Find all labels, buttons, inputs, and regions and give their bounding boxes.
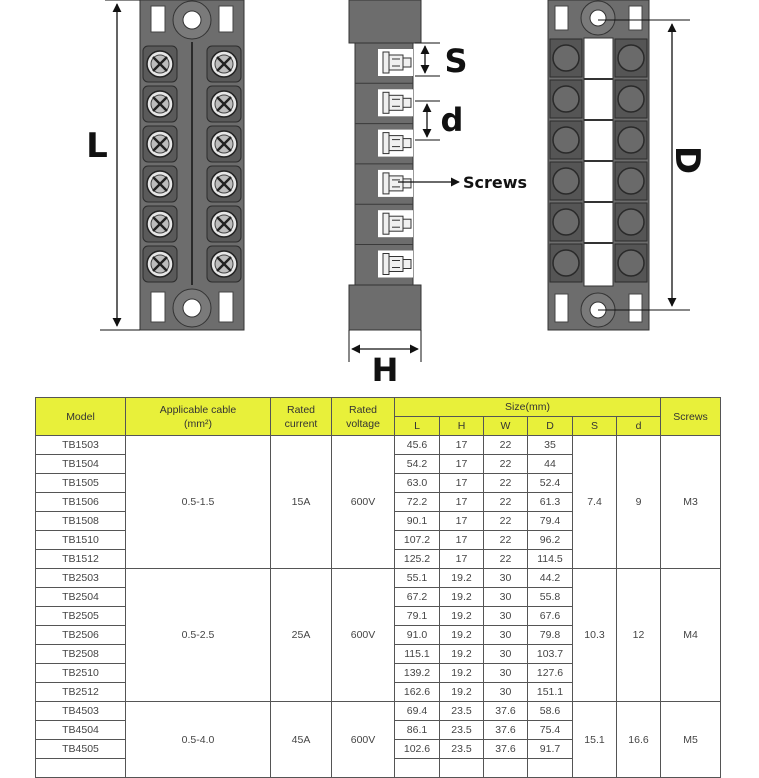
screw-head-icon xyxy=(143,126,177,162)
dimension-L xyxy=(86,0,140,330)
label-screws: Screws xyxy=(463,173,528,192)
back-socket-icon xyxy=(615,162,647,200)
size-L-cell: 54.2 xyxy=(395,455,440,474)
size-W-cell: 22 xyxy=(484,512,528,531)
header-size-W: W xyxy=(484,417,528,436)
size-D-cell: 103.7 xyxy=(528,645,573,664)
screw-head-icon xyxy=(207,206,241,242)
back-socket-icon xyxy=(550,162,582,200)
size-L-cell: 162.6 xyxy=(395,683,440,702)
specification-table-body xyxy=(36,436,721,778)
size-D-cell: 114.5 xyxy=(528,550,573,569)
screw-head-icon xyxy=(207,246,241,282)
model-cell: TB2506 xyxy=(36,626,126,645)
back-socket-icon xyxy=(550,39,582,77)
model-cell: TB1505 xyxy=(36,474,126,493)
header-size-S: S xyxy=(573,417,617,436)
size-L-cell xyxy=(395,759,440,778)
size-L-cell: 139.2 xyxy=(395,664,440,683)
front-bottom-mount xyxy=(151,289,233,327)
size-D-cell: 55.8 xyxy=(528,588,573,607)
size-L-cell: 67.2 xyxy=(395,588,440,607)
voltage-cell: 600V xyxy=(332,436,395,569)
size-D-cell: 79.8 xyxy=(528,626,573,645)
size-H-cell: 17 xyxy=(440,455,484,474)
screw-cell: M5 xyxy=(661,702,721,778)
size-D-cell: 151.1 xyxy=(528,683,573,702)
size-D-cell: 67.6 xyxy=(528,607,573,626)
size-L-cell: 79.1 xyxy=(395,607,440,626)
size-D-cell: 75.4 xyxy=(528,721,573,740)
header-size: Size(mm) xyxy=(395,398,661,417)
side-screw-icon xyxy=(378,49,413,76)
screw-head-icon xyxy=(207,166,241,202)
size-S-cell: 10.3 xyxy=(573,569,617,702)
size-L-cell: 45.6 xyxy=(395,436,440,455)
screw-head-icon xyxy=(143,46,177,82)
header-screws: Screws xyxy=(661,398,721,436)
size-H-cell: 19.2 xyxy=(440,683,484,702)
size-D-cell: 96.2 xyxy=(528,531,573,550)
size-W-cell: 30 xyxy=(484,664,528,683)
current-cell: 45A xyxy=(271,702,332,778)
size-H-cell: 19.2 xyxy=(440,607,484,626)
size-D-cell: 58.6 xyxy=(528,702,573,721)
size-D-cell: 61.3 xyxy=(528,493,573,512)
model-cell: TB2504 xyxy=(36,588,126,607)
size-H-cell: 17 xyxy=(440,493,484,512)
size-D-cell: 52.4 xyxy=(528,474,573,493)
dimension-H xyxy=(349,330,421,389)
size-H-cell: 17 xyxy=(440,531,484,550)
size-W-cell: 37.6 xyxy=(484,721,528,740)
size-H-cell: 19.2 xyxy=(440,588,484,607)
back-socket-icon xyxy=(615,80,647,118)
size-H-cell: 17 xyxy=(440,550,484,569)
model-cell: TB2503 xyxy=(36,569,126,588)
back-top-mount xyxy=(555,1,642,35)
size-H-cell: 19.2 xyxy=(440,626,484,645)
size-L-cell: 102.6 xyxy=(395,740,440,759)
table-row xyxy=(36,569,721,588)
back-socket-icon xyxy=(550,203,582,241)
model-cell: TB2505 xyxy=(36,607,126,626)
size-H-cell: 17 xyxy=(440,436,484,455)
voltage-cell: 600V xyxy=(332,569,395,702)
header-voltage: Rated voltage xyxy=(332,398,395,436)
size-W-cell: 37.6 xyxy=(484,740,528,759)
size-W-cell: 30 xyxy=(484,683,528,702)
model-cell: TB2510 xyxy=(36,664,126,683)
screw-head-icon xyxy=(143,166,177,202)
size-D-cell: 91.7 xyxy=(528,740,573,759)
model-cell xyxy=(36,759,126,778)
size-W-cell: 22 xyxy=(484,436,528,455)
size-W-cell: 22 xyxy=(484,455,528,474)
cable-cell: 0.5-1.5 xyxy=(126,436,271,569)
size-L-cell: 115.1 xyxy=(395,645,440,664)
header-model: Model xyxy=(36,398,126,436)
model-cell: TB1504 xyxy=(36,455,126,474)
size-D-cell: 35 xyxy=(528,436,573,455)
size-W-cell: 30 xyxy=(484,569,528,588)
size-L-cell: 90.1 xyxy=(395,512,440,531)
label-H: H xyxy=(371,351,399,389)
size-H-cell: 23.5 xyxy=(440,702,484,721)
size-W-cell: 22 xyxy=(484,531,528,550)
back-view xyxy=(548,0,649,330)
model-cell: TB1510 xyxy=(36,531,126,550)
screws-callout xyxy=(398,173,527,192)
back-socket-icon xyxy=(550,121,582,159)
size-d-cell: 9 xyxy=(617,436,661,569)
size-W-cell: 37.6 xyxy=(484,702,528,721)
label-L: L xyxy=(86,126,108,166)
back-socket-icon xyxy=(550,244,582,282)
size-W-cell: 22 xyxy=(484,550,528,569)
cable-cell: 0.5-2.5 xyxy=(126,569,271,702)
size-W-cell: 22 xyxy=(484,474,528,493)
size-D-cell: 127.6 xyxy=(528,664,573,683)
model-cell: TB1508 xyxy=(36,512,126,531)
size-W-cell: 30 xyxy=(484,626,528,645)
model-cell: TB1503 xyxy=(36,436,126,455)
size-L-cell: 72.2 xyxy=(395,493,440,512)
size-L-cell: 63.0 xyxy=(395,474,440,493)
screw-head-icon xyxy=(143,246,177,282)
table-row xyxy=(36,702,721,721)
model-cell: TB1512 xyxy=(36,550,126,569)
size-D-cell: 79.4 xyxy=(528,512,573,531)
size-W-cell: 30 xyxy=(484,588,528,607)
size-S-cell: 15.1 xyxy=(573,702,617,778)
size-S-cell: 7.4 xyxy=(573,436,617,569)
size-D-cell: 44.2 xyxy=(528,569,573,588)
header-size-L: L xyxy=(395,417,440,436)
table-row xyxy=(36,436,721,455)
screw-head-icon xyxy=(207,46,241,82)
screw-head-icon xyxy=(207,86,241,122)
current-cell: 25A xyxy=(271,569,332,702)
model-cell: TB2512 xyxy=(36,683,126,702)
size-H-cell: 19.2 xyxy=(440,569,484,588)
size-L-cell: 69.4 xyxy=(395,702,440,721)
back-socket-icon xyxy=(615,121,647,159)
size-W-cell: 22 xyxy=(484,493,528,512)
size-L-cell: 125.2 xyxy=(395,550,440,569)
size-W-cell xyxy=(484,759,528,778)
specification-table xyxy=(35,397,721,778)
current-cell: 15A xyxy=(271,436,332,569)
model-cell: TB4505 xyxy=(36,740,126,759)
screw-cell: M4 xyxy=(661,569,721,702)
size-L-cell: 107.2 xyxy=(395,531,440,550)
header-size-H: H xyxy=(440,417,484,436)
size-H-cell: 23.5 xyxy=(440,721,484,740)
header-current: Rated current xyxy=(271,398,332,436)
model-cell: TB1506 xyxy=(36,493,126,512)
dimension-d xyxy=(415,101,463,140)
label-d: d xyxy=(440,101,464,139)
size-H-cell: 19.2 xyxy=(440,664,484,683)
cable-cell: 0.5-4.0 xyxy=(126,702,271,778)
size-L-cell: 91.0 xyxy=(395,626,440,645)
size-D-cell xyxy=(528,759,573,778)
size-W-cell: 30 xyxy=(484,645,528,664)
size-d-cell: 12 xyxy=(617,569,661,702)
front-view xyxy=(140,0,244,330)
back-socket-icon xyxy=(615,39,647,77)
label-D: D xyxy=(667,145,707,175)
screw-head-icon xyxy=(143,206,177,242)
screw-head-icon xyxy=(143,86,177,122)
model-cell: TB2508 xyxy=(36,645,126,664)
size-L-cell: 55.1 xyxy=(395,569,440,588)
screw-cell: M3 xyxy=(661,436,721,569)
side-view xyxy=(349,0,421,330)
size-H-cell xyxy=(440,759,484,778)
size-D-cell: 44 xyxy=(528,455,573,474)
header-size-D: D xyxy=(528,417,573,436)
size-d-cell: 16.6 xyxy=(617,702,661,778)
header-cable: Applicable cable (mm²) xyxy=(126,398,271,436)
size-H-cell: 17 xyxy=(440,474,484,493)
label-S: S xyxy=(444,42,468,80)
voltage-cell: 600V xyxy=(332,702,395,778)
screw-head-icon xyxy=(207,126,241,162)
model-cell: TB4504 xyxy=(36,721,126,740)
back-socket-icon xyxy=(615,244,647,282)
header-size-d: d xyxy=(617,417,661,436)
size-L-cell: 86.1 xyxy=(395,721,440,740)
size-H-cell: 23.5 xyxy=(440,740,484,759)
model-cell: TB4503 xyxy=(36,702,126,721)
size-H-cell: 17 xyxy=(440,512,484,531)
back-socket-icon xyxy=(615,203,647,241)
back-socket-icon xyxy=(550,80,582,118)
size-W-cell: 30 xyxy=(484,607,528,626)
dimension-S xyxy=(415,42,468,80)
size-H-cell: 19.2 xyxy=(440,645,484,664)
